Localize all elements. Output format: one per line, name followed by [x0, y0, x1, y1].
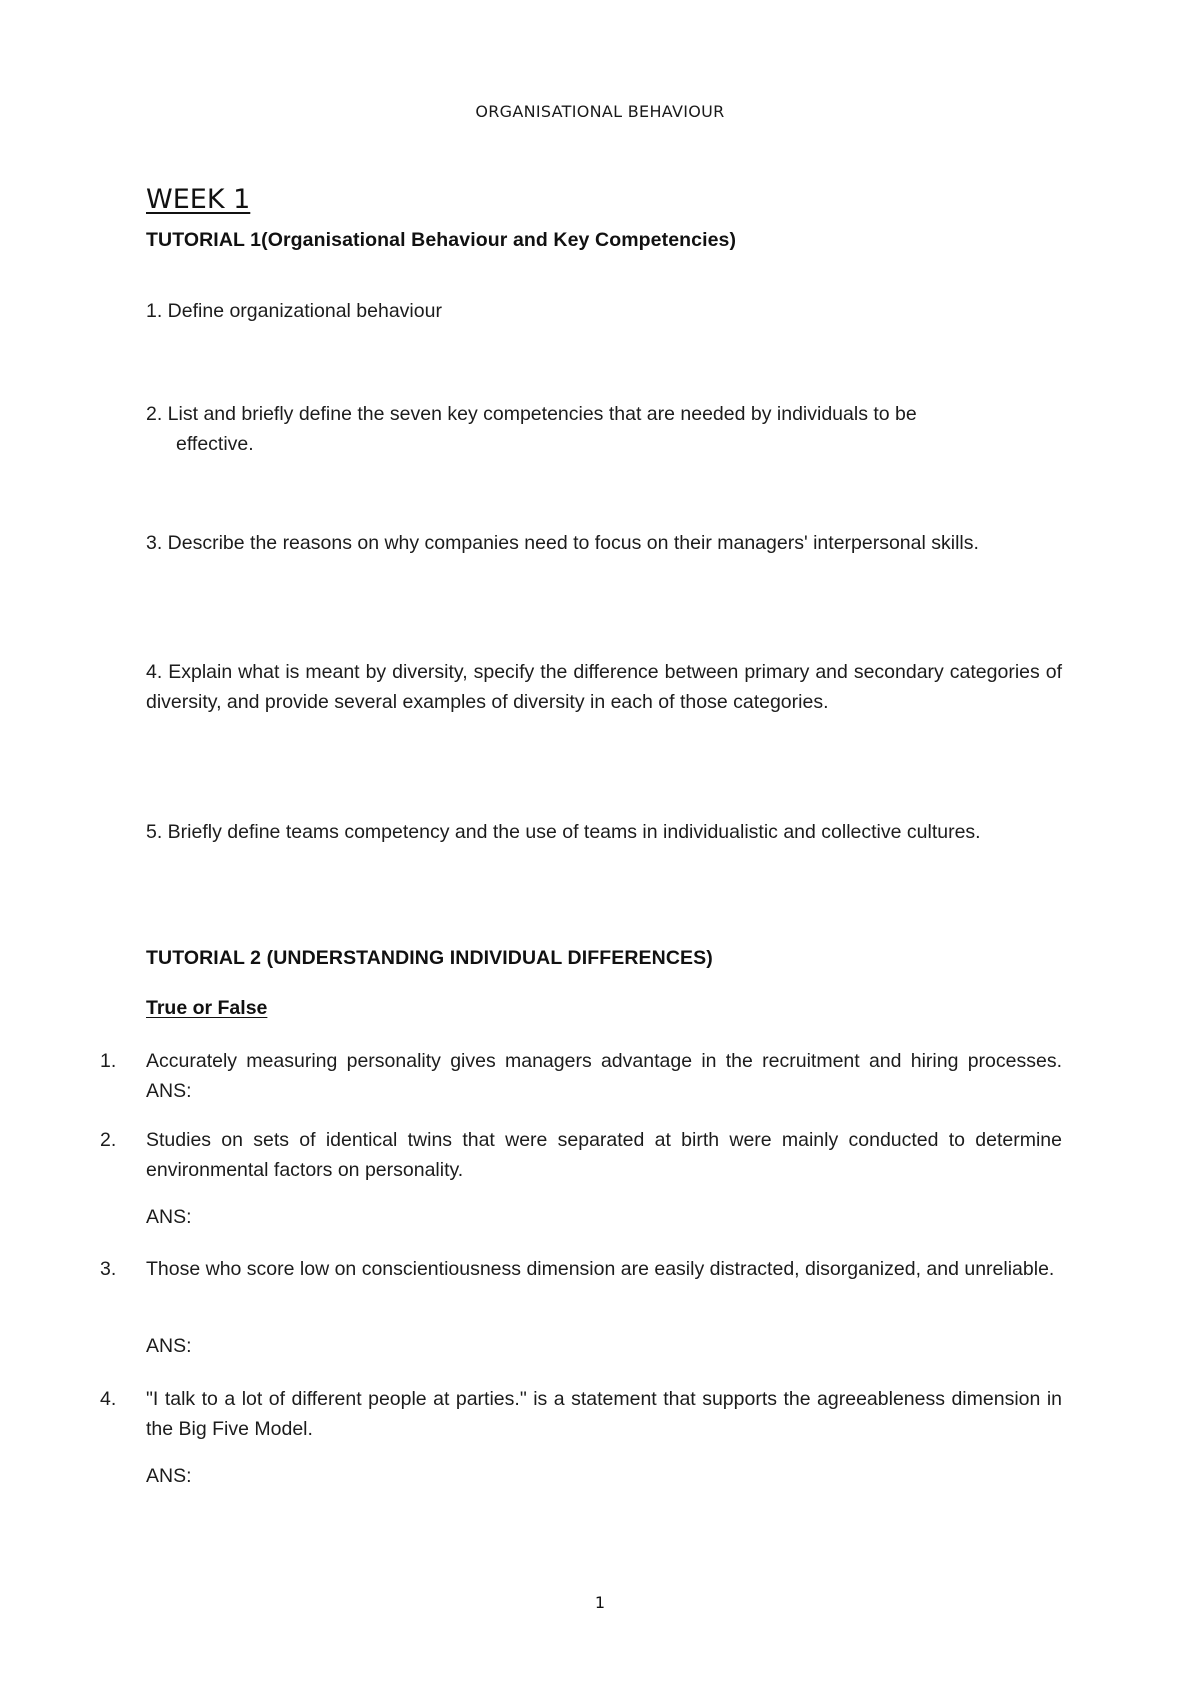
tutorial-1-question-2-line-2: effective. [176, 433, 254, 455]
tutorial-2-title: TUTORIAL 2 (UNDERSTANDING INDIVIDUAL DIFFERENCES) [146, 947, 713, 969]
tutorial-1-title: TUTORIAL 1(Organisational Behaviour and Key Competencies) [146, 229, 737, 251]
list-item [100, 1125, 1062, 1185]
tutorial-1-question-3: 3. Describe the reasons on why companies need to focus on their managers' interpersonal skills. [146, 532, 979, 554]
list-item-number: 1. [100, 1050, 117, 1072]
page-number: 1 [594, 1593, 606, 1612]
list-item-number: 4. [100, 1388, 117, 1410]
list-item-text: Studies on sets of identical twins that were separated at birth were mainly conducted to determine environmental factors on personality. [146, 1129, 1062, 1181]
week-heading: WEEK 1 [146, 184, 251, 215]
answer-label: ANS: [146, 1335, 192, 1357]
answer-label: ANS: [146, 1465, 192, 1487]
tutorial-1-question-4: 4. Explain what is meant by diversity, specify the difference between primary and secondary categories of diversity, and provide several examples of diversity in each of those categories. [146, 661, 1062, 713]
tutorial-1-question-5: 5. Briefly define teams competency and the use of teams in individualistic and collective cultures. [146, 821, 981, 843]
list-item-text: Accurately measuring personality gives managers advantage in the recruitment and hiring processes. ANS: [146, 1050, 1062, 1102]
true-or-false-heading: True or False [146, 997, 268, 1019]
list-item-number: 3. [100, 1258, 117, 1280]
list-item-text: "I talk to a lot of different people at parties." is a statement that supports the agreeableness dimension in the Big Five Model. [146, 1388, 1062, 1440]
list-item [100, 1046, 1062, 1106]
list-item [100, 1254, 1062, 1284]
tutorial-1-question-1: 1. Define organizational behaviour [146, 300, 442, 322]
page-header: ORGANISATIONAL BEHAVIOUR [475, 102, 725, 121]
list-item-text: Those who score low on conscientiousness dimension are easily distracted, disorganized, and unreliable. [146, 1258, 1055, 1280]
list-item-number: 2. [100, 1129, 117, 1151]
answer-label: ANS: [146, 1206, 192, 1228]
tutorial-1-question-2-line-1: 2. List and briefly define the seven key competencies that are needed by individuals to be [146, 403, 917, 425]
list-item [100, 1384, 1062, 1444]
